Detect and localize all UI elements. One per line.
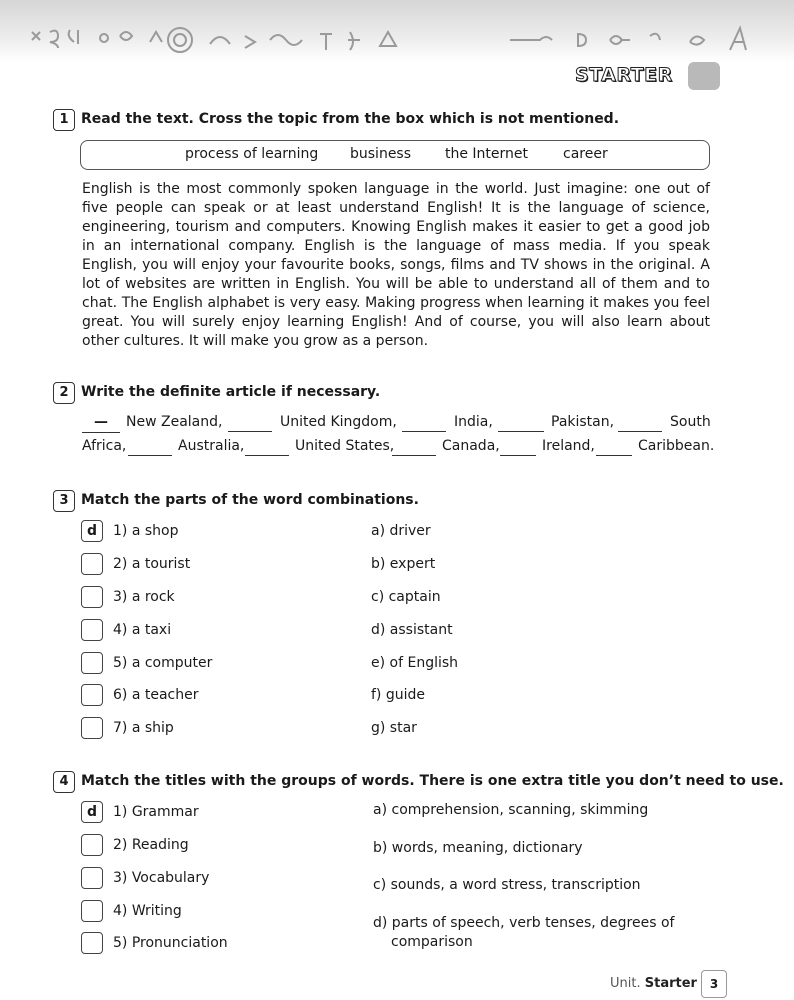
answer-box[interactable] bbox=[81, 867, 103, 889]
answer-box[interactable]: d bbox=[81, 801, 103, 823]
match-right-item: e) of English bbox=[371, 655, 459, 671]
answer-box[interactable] bbox=[81, 619, 103, 641]
reading-text: English is the most commonly spoken language in the world. Just imagine: one out of five people can speak or at least understand English! It is the language of science, engineering, tourism and computers. Knowing English makes it easier to get a good job in an international company. English is the language of mass media. If you speak English, you will enjoy your favourite books, songs, films and TV shows in the original. A lot of websites are written in English. You will be able to understand all of them and to chat. The English alphabet is very easy. Making progress when learning it makes you feel great. You will surely enjoy learning English! And of course, you will also learn about other cultures. It will make you grow as a person. bbox=[82, 181, 710, 349]
topic-word[interactable]: business bbox=[350, 146, 412, 162]
match-right-item: b) words, meaning, dictionary bbox=[373, 840, 583, 856]
article-blank[interactable] bbox=[128, 441, 172, 456]
match-left-item: 1) a shop bbox=[113, 523, 179, 539]
exercise-4-instruction: Match the titles with the groups of words. There is one extra title you don’t need to use. bbox=[81, 773, 784, 789]
page-number: 3 bbox=[701, 970, 727, 998]
match-right-item-continued: comparison bbox=[391, 934, 473, 950]
match-left-item: 7) a ship bbox=[113, 720, 174, 736]
section-tab bbox=[688, 62, 720, 90]
country-name: New Zealand, bbox=[126, 414, 223, 430]
match-left-item: 3) Vocabulary bbox=[113, 870, 210, 886]
unit-prefix: Unit. bbox=[610, 976, 641, 991]
unit-label bbox=[610, 976, 697, 991]
match-right-item: a) driver bbox=[371, 523, 431, 539]
match-left-item: 6) a teacher bbox=[113, 687, 199, 703]
match-right-item: c) captain bbox=[371, 589, 441, 605]
answer-box[interactable] bbox=[81, 652, 103, 674]
answer-box[interactable] bbox=[81, 900, 103, 922]
country-name: South bbox=[670, 414, 711, 430]
match-left-item: 4) Writing bbox=[113, 903, 182, 919]
answer-box[interactable] bbox=[81, 932, 103, 954]
exercise-4-number: 4 bbox=[53, 771, 75, 793]
topic-word[interactable]: career bbox=[563, 146, 608, 162]
match-left-item: 2) a tourist bbox=[113, 556, 191, 572]
answer-box[interactable] bbox=[81, 586, 103, 608]
unit-name: Starter bbox=[644, 976, 697, 991]
exercise-2-number: 2 bbox=[53, 382, 75, 404]
article-blank[interactable] bbox=[228, 417, 272, 432]
country-name: Ireland, bbox=[542, 438, 595, 454]
topic-word[interactable]: process of learning bbox=[185, 146, 319, 162]
exercise-3-instruction: Match the parts of the word combinations. bbox=[81, 492, 419, 508]
match-right-item: c) sounds, a word stress, transcription bbox=[373, 877, 641, 893]
match-right-item: d) parts of speech, verb tenses, degrees of bbox=[373, 915, 675, 931]
match-left-item: 5) Pronunciation bbox=[113, 935, 228, 951]
exercise-1-number: 1 bbox=[53, 109, 75, 131]
decorative-doodles-icon bbox=[30, 20, 760, 60]
match-right-item: b) expert bbox=[371, 556, 436, 572]
country-name: Caribbean. bbox=[638, 438, 715, 454]
exercise-3-number: 3 bbox=[53, 490, 75, 512]
topic-word[interactable]: the Internet bbox=[445, 146, 529, 162]
article-blank[interactable] bbox=[392, 441, 436, 456]
match-right-item: d) assistant bbox=[371, 622, 453, 638]
country-name: United States, bbox=[295, 438, 395, 454]
match-right-item: f) guide bbox=[371, 687, 425, 703]
article-blank[interactable] bbox=[596, 441, 632, 456]
article-blank[interactable] bbox=[498, 417, 544, 432]
answer-box[interactable] bbox=[81, 717, 103, 739]
match-left-item: 2) Reading bbox=[113, 837, 189, 853]
exercise-1-instruction: Read the text. Cross the topic from the box which is not mentioned. bbox=[81, 111, 620, 127]
country-name: United Kingdom, bbox=[280, 414, 397, 430]
match-right-item: g) star bbox=[371, 720, 417, 736]
article-blank[interactable] bbox=[618, 417, 662, 432]
match-left-item: 5) a computer bbox=[113, 655, 213, 671]
answer-box[interactable] bbox=[81, 834, 103, 856]
article-blank[interactable] bbox=[245, 441, 289, 456]
country-name: Africa, bbox=[82, 438, 127, 454]
country-name: Australia, bbox=[178, 438, 245, 454]
article-blank[interactable] bbox=[402, 417, 446, 432]
example-answer: — bbox=[82, 414, 120, 433]
match-left-item: 4) a taxi bbox=[113, 622, 172, 638]
section-label: STARTER bbox=[575, 64, 673, 86]
answer-box[interactable] bbox=[81, 553, 103, 575]
country-name: Pakistan, bbox=[551, 414, 615, 430]
match-left-item: 3) a rock bbox=[113, 589, 175, 605]
country-name: India, bbox=[454, 414, 493, 430]
match-right-item: a) comprehension, scanning, skimming bbox=[373, 802, 649, 818]
country-name: Canada, bbox=[442, 438, 500, 454]
answer-box[interactable]: d bbox=[81, 520, 103, 542]
match-left-item: 1) Grammar bbox=[113, 804, 199, 820]
exercise-2-instruction: Write the definite article if necessary. bbox=[81, 384, 381, 400]
answer-box[interactable] bbox=[81, 684, 103, 706]
article-blank[interactable] bbox=[500, 441, 536, 456]
